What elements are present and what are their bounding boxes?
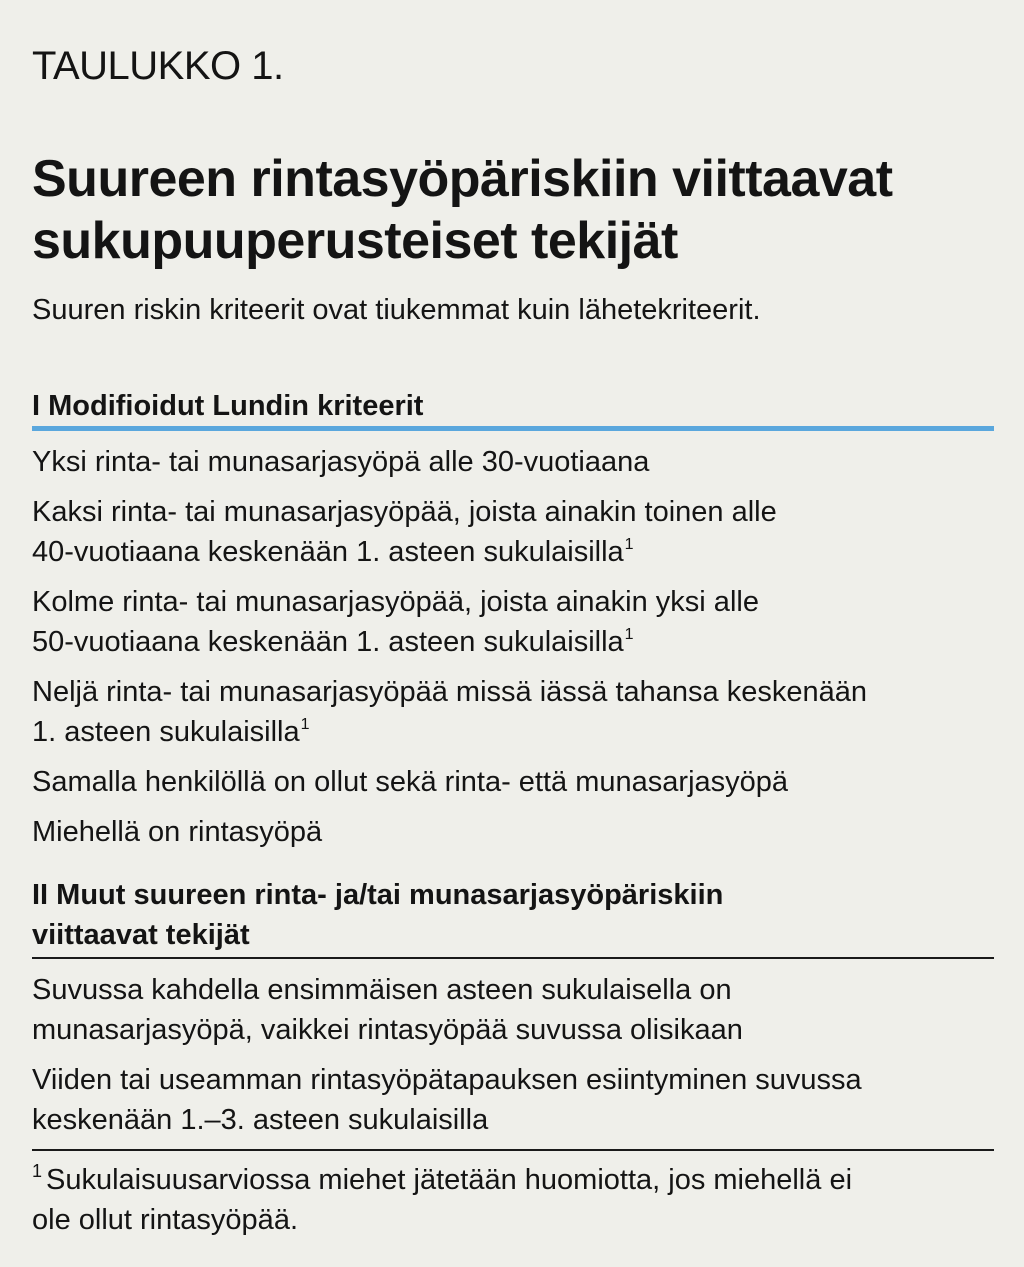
section-1-list — [32, 442, 994, 862]
list-item: Miehellä on rintasyöpä — [32, 816, 323, 848]
footnote-ref: 1 — [300, 716, 310, 733]
list-item: Kaksi rinta- tai munasarjasyöpää, joista ainakin toinen alle 40-vuotiaana keskenään 1. asteen sukulaisilla$^1$ — [32, 496, 777, 568]
section-2-divider — [32, 957, 994, 959]
subtitle: Suuren riskin kriteerit ovat tiukemmat kuin lähetekriteerit. — [32, 294, 761, 326]
footnote-marker: 1 — [32, 1161, 43, 1181]
page-title — [32, 148, 994, 272]
title-line-2: sukupuuperusteiset tekijät — [32, 212, 678, 270]
section-1-divider — [32, 426, 994, 431]
section-2-heading: II Muut suureen rinta- ja/tai munasarjasyöpäriskiin viittaavat tekijät — [32, 879, 724, 951]
footnote-divider — [32, 1149, 994, 1151]
list-item: Yksi rinta- tai munasarjasyöpä alle 30-vuotiaana — [32, 446, 650, 478]
list-item: Neljä rinta- tai munasarjasyöpää missä iässä tahansa keskenään 1. asteen sukulaisilla$^1$ — [32, 676, 867, 748]
footnote: $^1$ Sukulaisuusarviossa miehet jätetään huomiotta, jos miehellä ei ole ollut rintasyöpää. — [32, 1161, 853, 1236]
section-2-list — [32, 970, 994, 1150]
list-item: Suvussa kahdella ensimmäisen asteen sukulaisella on munasarjasyöpä, vaikkei rintasyöpää suvussa olisikaan — [32, 974, 743, 1046]
list-item: Samalla henkilöllä on ollut sekä rinta- että munasarjasyöpä — [32, 766, 789, 798]
section-1-heading: I Modifioidut Lundin kriteerit — [32, 390, 424, 422]
footnote-ref: 1 — [624, 536, 634, 553]
table-label: TAULUKKO 1. — [32, 44, 284, 88]
footnote-ref: 1 — [624, 626, 634, 643]
list-item: Viiden tai useamman rintasyöpätapauksen esiintyminen suvussa keskenään 1.–3. asteen sukulaisilla — [32, 1064, 862, 1136]
title-line-1: Suureen rintasyöpäriskiin viittaavat — [32, 150, 893, 208]
list-item: Kolme rinta- tai munasarjasyöpää, joista ainakin yksi alle 50-vuotiaana keskenään 1. asteen sukulaisilla$^1$ — [32, 586, 759, 658]
